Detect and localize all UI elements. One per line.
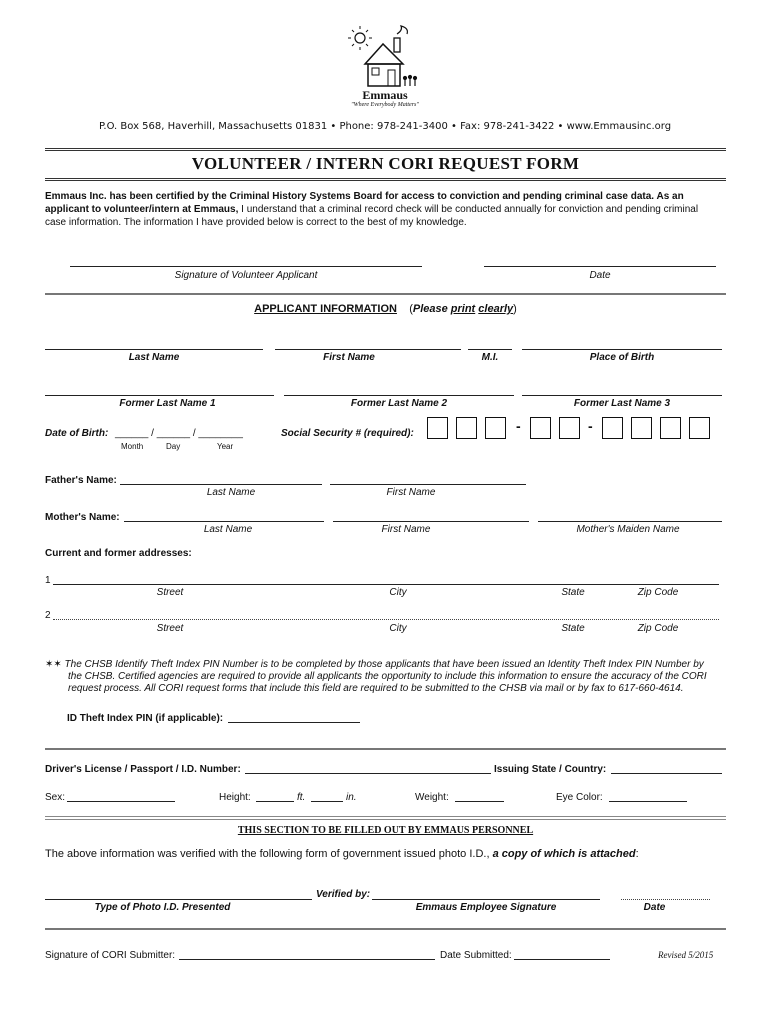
personnel-date-label: Date	[643, 902, 666, 913]
address-2-zip-label: Zip Code	[637, 623, 679, 634]
ssn-digit-9[interactable]	[689, 417, 710, 439]
ssn-digit-6[interactable]	[602, 417, 623, 439]
license-number-field[interactable]	[245, 773, 491, 774]
star-icon: ✶✶	[45, 659, 62, 670]
brand-name: Emmaus	[362, 88, 408, 102]
ssn-label: Social Security # (required):	[281, 428, 414, 439]
former-last-name-2-label: Former Last Name 2	[350, 398, 448, 409]
employee-signature-label: Emmaus Employee Signature	[415, 902, 557, 913]
address-1-city-label: City	[389, 587, 407, 598]
brand-tagline: "Where Everybody Matters"	[351, 102, 419, 108]
ssn-digit-1[interactable]	[427, 417, 448, 439]
contact-line: P.O. Box 568, Haverhill, Massachusetts 01831 • Phone: 978-241-3400 • Fax: 978-241-3422 • www.Emmausinc.org	[98, 121, 672, 132]
dob-label: Date of Birth:	[45, 428, 109, 439]
emmaus-logo	[345, 20, 425, 112]
license-label: Driver's License / Passport / I.D. Number:	[45, 764, 241, 775]
title-top-rule	[45, 148, 726, 151]
address-2-street-label: Street	[156, 623, 184, 634]
intro-bold: Emmaus Inc. has been certified by the Criminal History Systems Board for access to conviction and pending criminal case data. As an applicant to volunteer/intern at Emmaus,	[45, 191, 684, 215]
address-2-city-label: City	[389, 623, 407, 634]
date-submitted-label: Date Submitted:	[440, 950, 512, 961]
eye-color-field[interactable]	[609, 801, 687, 802]
verification-text: The above information was verified with the following form of government issued photo I.D., a copy of which is attached:	[45, 848, 639, 860]
dob-day-label: Day	[166, 442, 181, 451]
ssn-dash-1: -	[516, 418, 521, 434]
signature-date-label: Date	[589, 270, 611, 281]
personnel-heading: THIS SECTION TO BE FILLED OUT BY EMMAUS PERSONNEL	[237, 825, 534, 836]
father-last-name-label: Last Name	[206, 487, 256, 498]
revised-date: Revised 5/2015	[658, 950, 714, 960]
mother-first-name-field[interactable]	[333, 521, 529, 522]
weight-label: Weight:	[415, 792, 449, 803]
volunteer-signature-label: Signature of Volunteer Applicant	[174, 270, 318, 281]
last-name-label: Last Name	[128, 352, 180, 363]
ssn-digit-8[interactable]	[660, 417, 681, 439]
former-last-name-3-field[interactable]	[522, 395, 722, 396]
dob-year-label: Year	[217, 442, 234, 451]
id-theft-pin-label: ID Theft Index PIN (if applicable):	[67, 713, 224, 724]
employee-signature-field[interactable]	[372, 899, 600, 900]
ssn-digit-4[interactable]	[530, 417, 551, 439]
mother-maiden-name-field[interactable]	[538, 521, 722, 522]
height-ft-label: ft.	[297, 792, 306, 803]
id-theft-pin-field[interactable]	[228, 722, 360, 723]
personnel-top-rule	[45, 816, 726, 820]
personnel-date-field[interactable]	[621, 899, 710, 900]
ssn-digit-3[interactable]	[485, 417, 506, 439]
mother-last-name-field[interactable]	[124, 521, 324, 522]
mother-name-label: Mother's Name:	[45, 512, 120, 523]
address-2-field[interactable]	[53, 619, 719, 620]
former-last-name-1-label: Former Last Name 1	[119, 398, 216, 409]
mother-maiden-name-label: Mother's Maiden Name	[576, 524, 680, 535]
first-name-label: First Name	[323, 352, 375, 363]
father-first-name-label: First Name	[386, 487, 436, 498]
issuing-state-label: Issuing State / Country:	[494, 764, 607, 775]
dob-month-label: Month	[121, 442, 144, 451]
father-last-name-field[interactable]	[120, 484, 322, 485]
former-last-name-2-field[interactable]	[284, 395, 514, 396]
title-bottom-rule	[45, 178, 726, 181]
ssn-dash-2: -	[588, 418, 593, 434]
section-divider	[45, 293, 726, 295]
addresses-heading: Current and former addresses:	[45, 548, 192, 559]
section-divider-3	[45, 928, 726, 930]
mother-first-name-label: First Name	[381, 524, 431, 535]
issuing-state-field[interactable]	[611, 773, 722, 774]
signature-date-line[interactable]	[484, 266, 716, 267]
height-in-field[interactable]	[311, 801, 343, 802]
address-1-field[interactable]	[53, 584, 719, 585]
cori-submitter-signature-field[interactable]	[179, 959, 435, 960]
height-ft-field[interactable]	[256, 801, 294, 802]
mother-last-name-label: Last Name	[203, 524, 253, 535]
form-title: VOLUNTEER / INTERN CORI REQUEST FORM	[191, 154, 580, 173]
applicant-info-heading-row: APPLICANT INFORMATION (Please print clearly)	[254, 303, 517, 315]
volunteer-signature-line[interactable]	[70, 266, 422, 267]
weight-field[interactable]	[455, 801, 504, 802]
address-2-number: 2	[45, 610, 51, 621]
sex-field[interactable]	[67, 801, 175, 802]
ssn-digit-2[interactable]	[456, 417, 477, 439]
dob-field[interactable]: ______ / ______ / ________	[115, 428, 243, 439]
intro-normal: I understand that a criminal record check will be conducted annually for conviction and pending criminal case information. The information I have provided below is correct to the best of my knowledge.	[45, 204, 699, 228]
section-divider-2	[45, 748, 726, 750]
photo-id-type-label: Type of Photo I.D. Presented	[94, 902, 231, 913]
former-last-name-3-label: Former Last Name 3	[573, 398, 671, 409]
ssn-digit-5[interactable]	[559, 417, 580, 439]
first-name-field[interactable]	[275, 349, 461, 350]
date-submitted-field[interactable]	[514, 959, 610, 960]
address-1-zip-label: Zip Code	[637, 587, 679, 598]
sex-label: Sex:	[45, 792, 66, 803]
former-last-name-1-field[interactable]	[45, 395, 274, 396]
intro-paragraph	[45, 190, 715, 229]
place-of-birth-label: Place of Birth	[589, 352, 655, 363]
photo-id-type-field[interactable]	[45, 899, 312, 900]
verified-by-label: Verified by:	[316, 889, 371, 900]
father-name-label: Father's Name:	[45, 475, 117, 486]
ssn-digit-7[interactable]	[631, 417, 652, 439]
applicant-info-heading: APPLICANT INFORMATION	[254, 303, 397, 315]
mi-field[interactable]	[468, 349, 512, 350]
height-label: Height:	[219, 792, 251, 803]
last-name-field[interactable]	[45, 349, 263, 350]
father-first-name-field[interactable]	[330, 484, 526, 485]
mi-label: M.I.	[481, 352, 499, 363]
chsb-note: ✶✶ The CHSB Identify Theft Index PIN Number is to be completed by those applicants that have been issued an Identity Theft Index PIN Number by the CHSB. Certified agencies are required to provide all applicants the opportunity to include this information to ensure the accuracy of the CORI request process. All CORI request forms that include this field are required to be submitted to the CHSB via mail or by fax to 617-660-4614.	[45, 659, 707, 694]
place-of-birth-field[interactable]	[522, 349, 722, 350]
eye-color-label: Eye Color:	[556, 792, 603, 803]
address-1-street-label: Street	[156, 587, 184, 598]
cori-submitter-label: Signature of CORI Submitter:	[45, 950, 176, 961]
address-1-number: 1	[45, 575, 51, 586]
height-in-label: in.	[346, 792, 357, 803]
address-2-state-label: State	[561, 623, 585, 634]
address-1-state-label: State	[561, 587, 585, 598]
